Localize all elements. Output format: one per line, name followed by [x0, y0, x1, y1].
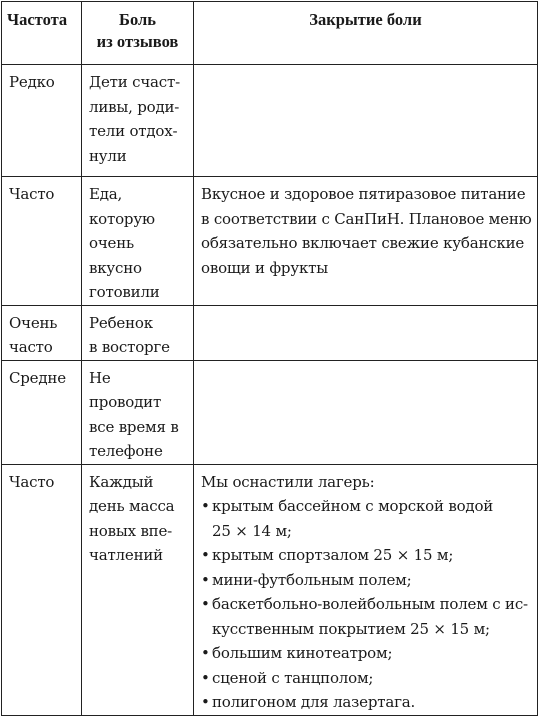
- cell-closing: [194, 464, 538, 715]
- list-item: • крытым спортзалом 25 × 15 м;: [201, 543, 533, 568]
- cell-pain: Ребенок в восторге: [82, 305, 194, 360]
- cell-frequency: Редко: [2, 65, 82, 177]
- cell-pain: Каждый день масса новых впе- чатлений: [82, 464, 194, 715]
- amenities-list: [201, 494, 533, 715]
- table-row: [2, 305, 538, 360]
- list-item: • мини-футбольным полем;: [201, 568, 533, 593]
- cell-frequency: Средне: [2, 360, 82, 464]
- list-item: • крытым бассейном с морской водой 25 × 14 м;: [201, 494, 533, 543]
- table-row: [2, 177, 538, 306]
- cell-closing: Вкусное и здоровое пятиразовое питание в соответствии с СанПиН. Плановое меню обязательно включает свежие кубанские овощи и фрукты: [194, 177, 538, 306]
- pain-closing-table: [1, 1, 538, 716]
- list-item: • баскетбольно-волейбольным полем с ис- кусственным покрытием 25 × 15 м;: [201, 592, 533, 641]
- header-pain: Боль из отзывов: [82, 2, 194, 65]
- amenities-intro: Мы оснастили лагерь:: [201, 472, 375, 491]
- cell-pain: Не проводит все время в телефоне: [82, 360, 194, 464]
- cell-frequency: Часто: [2, 464, 82, 715]
- header-frequency: Частота: [2, 2, 82, 65]
- header-closing: Закрытие боли: [194, 2, 538, 65]
- table-header-row: [2, 2, 538, 65]
- cell-pain: Еда, которую очень вкусно готовили: [82, 177, 194, 306]
- table-row: [2, 464, 538, 715]
- cell-closing: [194, 65, 538, 177]
- list-item: • полигоном для лазертага.: [201, 690, 533, 715]
- list-item: • большим кинотеатром;: [201, 641, 533, 666]
- list-item: • сценой с танцполом;: [201, 666, 533, 691]
- cell-frequency: Часто: [2, 177, 82, 306]
- cell-closing: [194, 360, 538, 464]
- table-row: [2, 65, 538, 177]
- cell-frequency: Очень часто: [2, 305, 82, 360]
- cell-closing: [194, 305, 538, 360]
- cell-pain: Дети счаст- ливы, роди- тели отдох- нули: [82, 65, 194, 177]
- table-row: [2, 360, 538, 464]
